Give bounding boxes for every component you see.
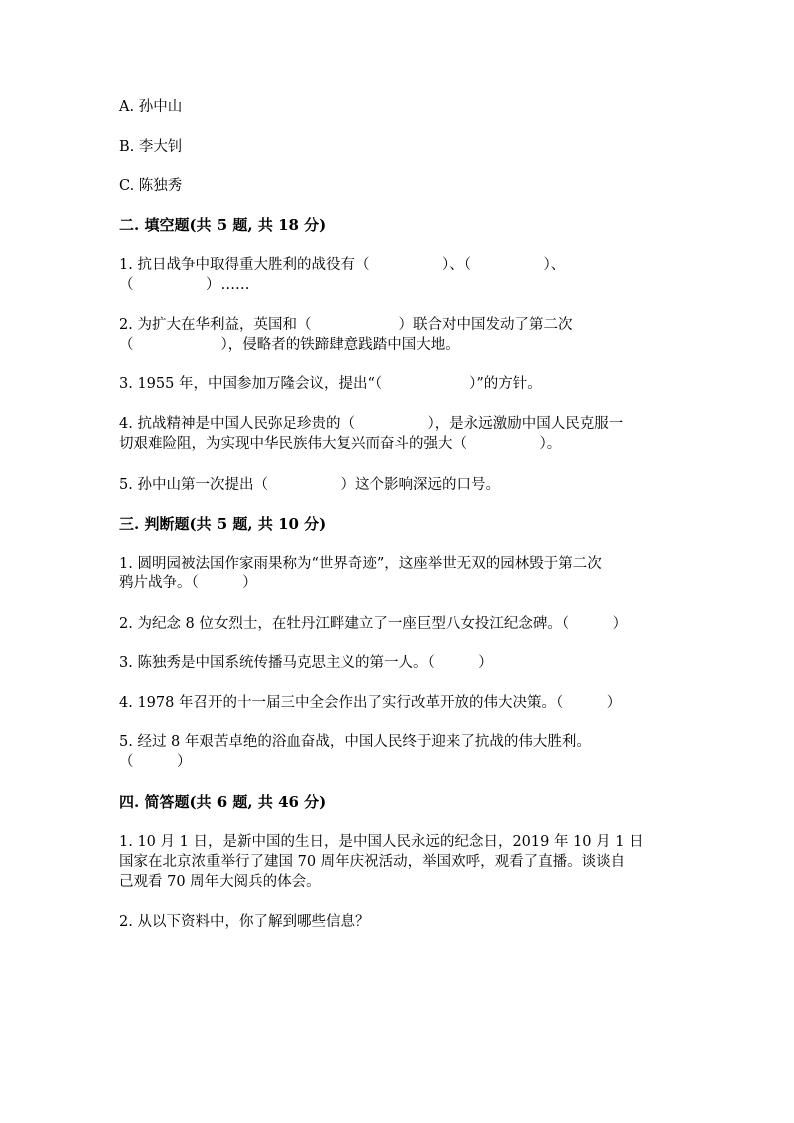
judgement-q1-line1: 1. 圆明园被法国作家雨果称为“世界奇迹”，这座举世无双的园林毁于第二次: [119, 556, 602, 572]
short-answer-q1-line1: 1. 10 月 1 日，是新中国的生日，是中国人民永远的纪念日，2019 年 10 月 1 日: [119, 834, 644, 850]
fill-blank-q3: 3. 1955 年，中国参加万隆会议，提出“（ ）”的方针。: [119, 376, 542, 392]
section-short-answer-title: 四. 简答题(共 6 题, 共 46 分): [119, 793, 327, 811]
judgement-q3: 3. 陈独秀是中国系统传播马克思主义的第一人。（ ）: [119, 655, 493, 671]
fill-blank-q1-line2: （ ）……: [119, 277, 250, 293]
judgement-q2: 2. 为纪念 8 位女烈士，在牡丹江畔建立了一座巨型八女投江纪念碑。（ ）: [119, 616, 628, 632]
short-answer-q1-line2: 国家在北京浓重举行了建国 70 周年庆祝活动，举国欢呼，观看了直播。谈谈自: [119, 854, 626, 870]
option-a: A. 孙中山: [119, 99, 183, 115]
judgement-q1-line2: 鸦片战争。（ ）: [119, 575, 257, 591]
fill-blank-q1-line1: 1. 抗日战争中取得重大胜利的战役有（ ）、（ ）、: [119, 257, 566, 273]
judgement-q5-line1: 5. 经过 8 年艰苦卓绝的浴血奋战，中国人民终于迎来了抗战的伟大胜利。: [119, 734, 591, 750]
fill-blank-q5: 5. 孙中山第一次提出（ ）这个影响深远的口号。: [119, 477, 500, 493]
fill-blank-q2-line1: 2. 为扩大在华利益，英国和（ ）联合对中国发动了第二次: [119, 317, 573, 333]
option-b: B. 李大钊: [119, 139, 183, 155]
judgement-q4: 4. 1978 年召开的十一届三中全会作出了实行改革开放的伟大决策。（ ）: [119, 695, 622, 711]
option-c: C. 陈独秀: [119, 178, 183, 194]
fill-blank-q2-line2: （ ），侵略者的铁蹄肆意践踏中国大地。: [119, 337, 460, 353]
section-fill-blank-title: 二. 填空题(共 5 题, 共 18 分): [119, 216, 327, 234]
fill-blank-q4-line2: 切艰难险阻，为实现中华民族伟大复兴而奋斗的强大（ ）。: [119, 436, 562, 452]
section-judgement-title: 三. 判断题(共 5 题, 共 10 分): [119, 515, 327, 533]
judgement-q5-line2: （ ）: [119, 754, 192, 770]
short-answer-q2: 2. 从以下资料中，你了解到哪些信息？: [119, 914, 370, 930]
fill-blank-q4-line1: 4. 抗战精神是中国人民弥足珍贵的（ ），是永远激励中国人民克服一: [119, 416, 624, 432]
short-answer-q1-line3: 己观看 70 周年大阅兵的体会。: [119, 874, 321, 890]
